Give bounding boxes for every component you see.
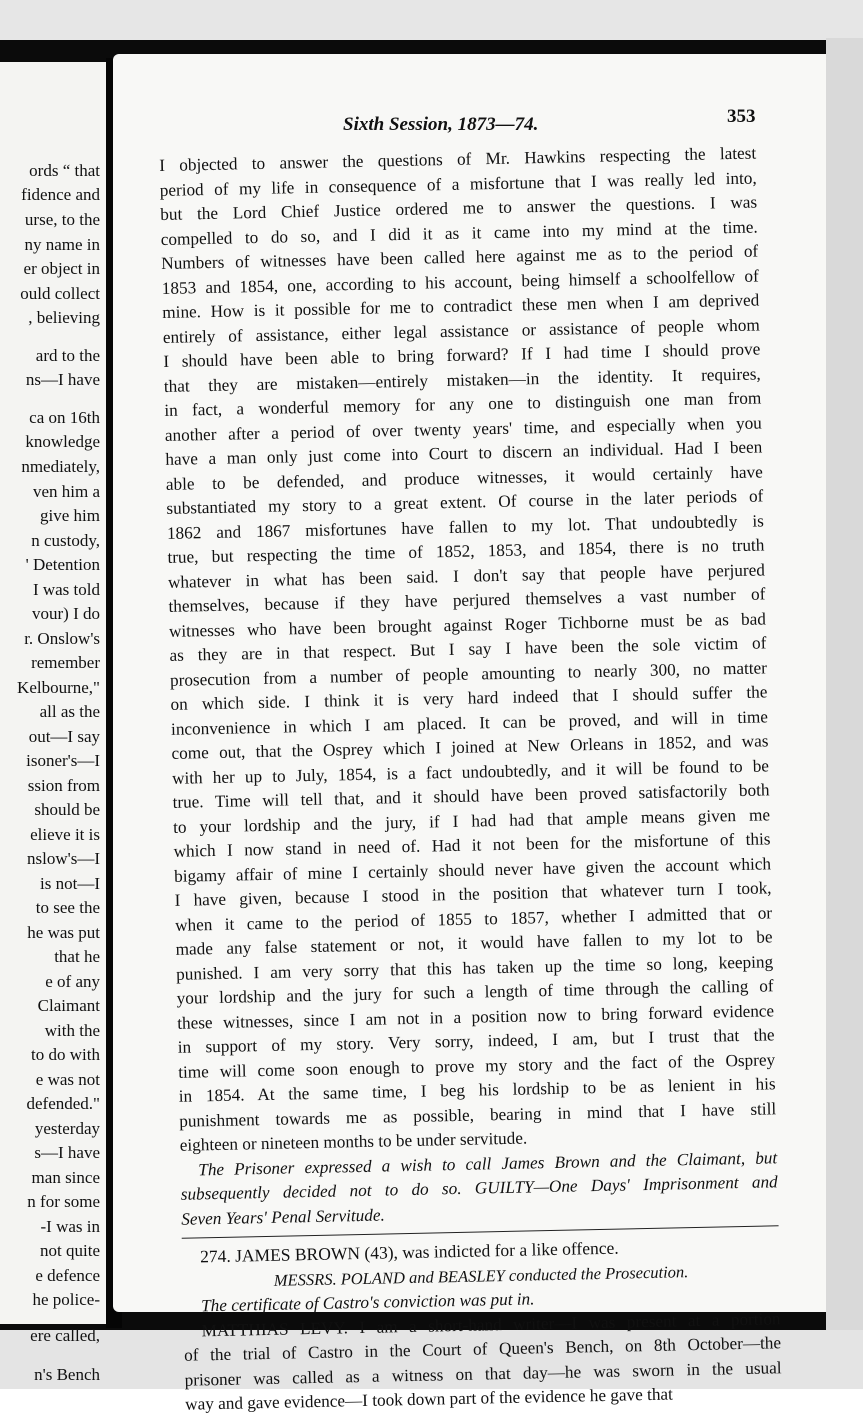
statement-line: to your lordship and the jury, if I had had that ample means given me xyxy=(172,804,771,837)
left-page-line: n for some xyxy=(27,1192,100,1211)
left-page-line: is not—I xyxy=(40,874,100,893)
statement-line: come out, that the Osprey which I joined at New Orleans in 1852, and was xyxy=(171,731,769,763)
left-page-line: ssion from xyxy=(27,776,100,795)
left-page-line: he was put xyxy=(27,923,100,942)
left-page-line: nmediately, xyxy=(21,457,100,476)
left-page-line: all as the xyxy=(39,702,100,721)
statement-line: in support of my story. Very sorry, indeed, I am, but I trust that the xyxy=(177,1025,775,1057)
statement-line: these witnesses, since I am not in a position now to bring forward evidence xyxy=(177,1000,775,1033)
page-body xyxy=(159,141,790,1417)
left-page-line: fidence and xyxy=(21,185,100,204)
left-page-line: not quite xyxy=(40,1241,100,1260)
left-page-line: -I was in xyxy=(40,1217,100,1236)
statement-line: period of my life in consequence of a misfortune that I was really led into, xyxy=(159,167,757,200)
left-page-line: n custody, xyxy=(31,531,100,550)
testimony-line: of the trial of Castro in the Court of Queen's Bench, on 8th October—the xyxy=(183,1333,782,1365)
prosecution-line: MESSRS. POLAND and BEASLEY conducted the Prosecution. xyxy=(273,1262,689,1290)
left-page-line: urse, to the xyxy=(24,210,100,229)
statement-line: I have given, because I stood in the position that whatever turn I took, xyxy=(174,878,772,910)
statement-line: inconvenience in which I am placed. It can be proved, and will in time xyxy=(170,706,769,739)
left-page-line: ould collect xyxy=(20,284,100,303)
verdict-line: The Prisoner expressed a wish to call James Brown and the Claimant, but xyxy=(198,1147,778,1179)
statement-line: Numbers of witnesses have been called here against me as to the period of xyxy=(161,241,759,273)
left-page-line: knowledge xyxy=(25,432,100,451)
left-page-line: ' Detention xyxy=(25,555,100,574)
left-page-line: r. Onslow's xyxy=(24,629,100,648)
left-page-line: nslow's—I xyxy=(27,849,100,868)
statement-line: entirely of assistance, either legal assistance or assistance of people whom xyxy=(162,314,760,347)
statement-line: substantiated my story to a great extent. Of course in the later periods of xyxy=(166,486,764,518)
statement-line: witnesses who have been brought against Roger Tichborne must be as bad xyxy=(168,608,767,641)
testimony-line: prisoner was called as a witness on that day—he was sworn in the usual xyxy=(184,1357,782,1390)
statement-line: 1862 and 1867 misfortunes have fallen to my lot. That undoubtedly is xyxy=(166,510,765,543)
left-page-line: defended." xyxy=(26,1094,100,1113)
left-page-line: to see the xyxy=(35,898,100,917)
statement-line: made any false statement or not, it would have fallen to my lot to be xyxy=(175,927,773,959)
left-page-line: ven him a xyxy=(32,482,100,501)
statement-line: in fact, a wonderful memory for any one to distinguish one man from xyxy=(164,388,762,420)
left-page-line: vour) I do xyxy=(32,604,100,623)
statement-line: I should have been able to bring forward? If I had time I should prove xyxy=(163,339,761,371)
left-page-line: e of any xyxy=(45,972,100,991)
page-number: 353 xyxy=(727,106,756,127)
statement-line: but the Lord Chief Justice ordered me to answer the questions. I was xyxy=(160,192,758,224)
statement-line: time will come soon enough to prove my story and the fact of the Osprey xyxy=(178,1049,776,1082)
statement-line: with her up to July, 1854, is a fact undoubtedly, and it will be found to be xyxy=(171,755,770,788)
verdict-line: subsequently decided not to do so. GUILTY—One Days' Imprisonment and xyxy=(180,1172,778,1204)
left-page-line: s—I have xyxy=(34,1143,100,1162)
left-page-line: ca on 16th xyxy=(29,408,100,427)
left-page-line: ny name in xyxy=(24,235,100,254)
running-title: Sixth Session, 1873—74. xyxy=(343,114,539,135)
left-page-line: e defence xyxy=(35,1266,100,1285)
left-page-line: should be xyxy=(34,800,100,819)
statement-line: that they are mistaken—entirely mistaken—in the identity. It requires, xyxy=(163,363,761,396)
left-page-line: man since xyxy=(31,1168,100,1187)
left-page-line: he police- xyxy=(32,1290,100,1309)
left-page-line: that he xyxy=(54,947,100,966)
left-page-line: ords “ that xyxy=(29,161,100,180)
certificate-line: The certificate of Castro's conviction was put in. xyxy=(200,1289,535,1316)
statement-line: true, but respecting the time of 1852, 1853, and 1854, there is no truth xyxy=(167,535,765,567)
left-page-line: , believing xyxy=(28,308,100,327)
left-page-line: yesterday xyxy=(34,1119,100,1138)
statement-line: 1853 and 1854, one, according to his account, being himself a schoolfellow of xyxy=(161,265,759,298)
left-page-line: give him xyxy=(40,506,100,525)
statement-line: on which side. I think it is very hard indeed that I should suffer the xyxy=(170,682,768,714)
left-page-line: er object in xyxy=(23,259,100,278)
statement-line: I objected to answer the questions of Mr. Hawkins respecting the latest xyxy=(159,143,757,175)
page-header xyxy=(113,54,826,134)
left-page-line: with the xyxy=(44,1021,100,1040)
left-page-line: e was not xyxy=(35,1070,100,1089)
statement-line: punishment towards me as possible, bearing in mind that I have still xyxy=(179,1098,777,1131)
left-page-line: elieve it is xyxy=(30,825,100,844)
statement-line: punished. I am very sorry that this has taken up the time so long, keeping xyxy=(175,951,774,984)
statement-line: another after a period of over twenty years' time, and especially when you xyxy=(164,412,762,445)
statement-line: whatever in what has been said. I don't say that people have perjured xyxy=(167,559,766,592)
statement-line: your lordship and the jury for such a length of time through the calling of xyxy=(176,976,774,1008)
prisoner-statement xyxy=(159,141,785,1158)
statement-line: in 1854. At the same time, I beg his lordship to be as lenient in his xyxy=(178,1074,776,1106)
statement-line: able to be defended, and produce witnesses, it would certainly have xyxy=(165,461,763,494)
statement-line: bigamy affair of mine I certainly should never have given the account which xyxy=(173,853,772,886)
statement-line: which I now stand in need of. Had it not been for the misfortune of this xyxy=(173,829,771,861)
left-page-line: out—I say xyxy=(28,727,100,746)
left-page-line: Kelbourne," xyxy=(17,678,100,697)
statement-line: prosecution from a number of people amounting to nearly 300, no matter xyxy=(169,657,768,690)
statement-line: eighteen or nineteen months to be under servitude. xyxy=(179,1128,528,1155)
statement-line: mine. How is it possible for me to contradict these men when I am deprived xyxy=(162,290,760,322)
left-page-line: ere called, xyxy=(30,1326,100,1345)
verdict-paragraph xyxy=(180,1146,786,1232)
left-page-fragment xyxy=(0,62,106,1384)
verdict-line: Seven Years' Penal Servitude. xyxy=(181,1205,385,1229)
left-page-line: Claimant xyxy=(37,996,100,1015)
statement-line: true. Time will tell that, and it should have been proved satisfactorily both xyxy=(172,780,770,812)
page-stack-edge xyxy=(826,38,863,1368)
testimony-line: MATTHIAS LEVY. I am a short-hand writer—I was present at a portion xyxy=(201,1308,781,1340)
statement-line: themselves, because if they have perjured themselves a vast number of xyxy=(168,584,766,616)
statement-line: have a man only just come into Court to discern an individual. Had I been xyxy=(165,437,763,469)
case-heading: 274. JAMES BROWN (43), was indicted for a like offence. xyxy=(199,1237,619,1267)
left-page-line: isoner's—I xyxy=(26,751,100,770)
left-page-line: remember xyxy=(31,653,100,672)
left-page-line: to do with xyxy=(31,1045,100,1064)
testimony-line: way and gave evidence—I took down part of the evidence he gave that xyxy=(184,1384,674,1414)
statement-line: when it came to the period of 1855 to 1857, whether I admitted that or xyxy=(174,902,773,935)
statement-line: as they are in that respect. But I say I have been the sole victim of xyxy=(169,633,767,665)
right-page xyxy=(113,54,826,1414)
left-page-line: n's Bench xyxy=(34,1365,100,1384)
left-page-line: ns—I have xyxy=(25,370,100,389)
witness-testimony xyxy=(183,1307,790,1417)
left-page-line: ard to the xyxy=(35,346,100,365)
left-page-line: I was told xyxy=(32,580,100,599)
statement-line: compelled to do so, and I did it as it came into my mind at the time. xyxy=(160,216,758,249)
